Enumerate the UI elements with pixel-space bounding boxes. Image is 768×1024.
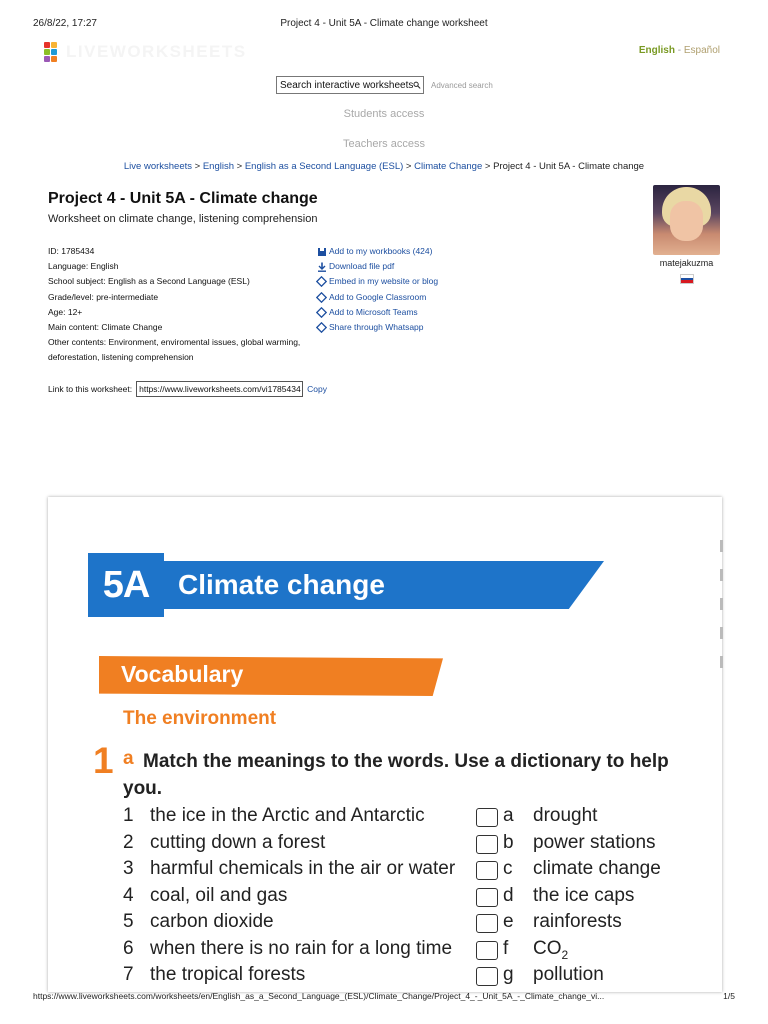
item-letter: c	[503, 858, 513, 879]
scroll-mark	[720, 656, 723, 668]
share-icon	[316, 292, 327, 303]
site-logo[interactable]	[44, 42, 247, 62]
match-row	[123, 938, 713, 964]
answer-box[interactable]	[476, 888, 498, 907]
item-number: 6	[123, 937, 134, 959]
meta-subject: School subject: English as a Second Language (ESL)	[48, 276, 250, 287]
item-number: 4	[123, 884, 134, 906]
answer-box[interactable]	[476, 914, 498, 933]
page-title: Project 4 - Unit 5A - Climate change	[48, 190, 318, 207]
meta-language: Language: English	[48, 261, 119, 272]
search-bar	[276, 76, 493, 94]
embed-link[interactable]	[316, 274, 438, 289]
meta-main-content: Main content: Climate Change	[48, 322, 163, 333]
logo-square	[51, 56, 57, 62]
search-input[interactable]	[276, 76, 424, 94]
unit-badge: 5A	[88, 553, 164, 617]
item-word: rainforests	[533, 911, 622, 932]
breadcrumb-separator: >	[482, 161, 494, 172]
item-word-subscript: 2	[561, 947, 569, 962]
lang-english-link[interactable]: English	[638, 45, 675, 56]
match-row	[123, 885, 713, 911]
author-avatar[interactable]	[653, 185, 720, 255]
print-url: https://www.liveworksheets.com/worksheets/en/English_as_a_Second_Language_(ESL)/Climate_Change/Project_4_-_Unit_5A_-_Climate_change_vi...	[33, 991, 605, 1001]
microsoft-teams-link[interactable]	[316, 305, 438, 320]
item-meaning: carbon dioxide	[150, 911, 274, 932]
author-name-link[interactable]: matejakuzma	[659, 258, 714, 268]
worksheet-metadata	[48, 244, 318, 366]
add-to-workbooks-link[interactable]	[316, 244, 438, 259]
match-row	[123, 911, 713, 937]
item-meaning: coal, oil and gas	[150, 884, 288, 906]
download-icon	[316, 261, 327, 272]
worksheet-link-input[interactable]: https://www.liveworksheets.com/vi1785434	[136, 381, 303, 397]
worksheet-actions	[316, 244, 438, 335]
logo-square	[51, 49, 57, 55]
print-header	[33, 18, 735, 32]
slovenia-flag-icon	[680, 274, 694, 284]
logo-square	[51, 42, 57, 48]
logo-square	[44, 42, 50, 48]
teachers-access-link[interactable]: Teachers access	[343, 138, 425, 150]
item-meaning: the tropical forests	[150, 964, 306, 985]
breadcrumb-separator: >	[234, 161, 245, 172]
search-input-text: Search interactive worksheets	[280, 79, 414, 91]
lang-separator: -	[674, 45, 684, 56]
item-letter: a	[503, 805, 514, 826]
flag-stripe	[681, 280, 693, 283]
breadcrumb-link[interactable]: Live worksheets	[123, 161, 193, 172]
add-workbook-icon	[316, 246, 327, 257]
students-access-link[interactable]: Students access	[343, 108, 425, 120]
item-letter: f	[503, 937, 509, 959]
item-word: the ice caps	[533, 884, 635, 906]
download-pdf-link[interactable]	[316, 259, 438, 274]
subsection-title: The environment	[123, 708, 277, 729]
search-icon[interactable]	[413, 78, 421, 92]
match-row	[123, 832, 713, 858]
scroll-mark	[720, 598, 723, 610]
logo-square	[44, 56, 50, 62]
scroll-mark	[720, 569, 723, 581]
print-datetime: 26/8/22, 17:27	[33, 18, 97, 29]
action-label: Share through Whatsapp	[329, 321, 424, 332]
share-icon	[316, 322, 327, 333]
print-doc-title: Project 4 - Unit 5A - Climate change worksheet	[280, 18, 488, 29]
match-row	[123, 858, 713, 884]
item-word: climate change	[533, 858, 661, 879]
unit-banner	[88, 553, 678, 617]
breadcrumb-link[interactable]: English as a Second Language (ESL)	[244, 161, 404, 172]
meta-other-contents: Other contents: Environment, enviromental issues, global warming, deforestation, listening comprehension	[48, 337, 301, 363]
unit-title: Climate change	[178, 569, 385, 600]
page-subtitle: Worksheet on climate change, listening comprehension	[48, 213, 318, 225]
item-word-text: CO	[533, 937, 562, 959]
logo-square	[44, 49, 50, 55]
action-label: Add to Google Classroom	[329, 291, 427, 302]
answer-box[interactable]	[476, 835, 498, 854]
scroll-mark	[720, 627, 723, 639]
embed-icon	[316, 276, 327, 287]
worksheet-link-row	[48, 381, 327, 397]
item-number: 7	[123, 964, 134, 985]
item-letter: e	[503, 911, 514, 932]
print-page-number: 1/5	[723, 991, 735, 1001]
item-word: pollution	[533, 964, 604, 985]
item-word	[533, 938, 568, 962]
answer-box[interactable]	[476, 941, 498, 960]
item-word: drought	[533, 805, 598, 826]
breadcrumb	[0, 161, 768, 172]
item-number: 3	[123, 858, 134, 879]
exercise-instructions: Match the meanings to the words. Use a dictionary to help you.	[123, 751, 669, 799]
worksheet-preview[interactable]	[48, 497, 722, 992]
item-letter: b	[503, 831, 514, 853]
item-letter: d	[503, 884, 514, 906]
match-row	[123, 964, 713, 990]
logo-mark-icon	[44, 42, 57, 62]
language-switcher	[639, 45, 720, 56]
meta-age: Age: 12+	[48, 306, 83, 317]
advanced-search-link[interactable]: Advanced search	[431, 80, 493, 90]
item-number: 1	[123, 805, 134, 826]
item-number: 2	[123, 831, 134, 853]
answer-box[interactable]	[476, 967, 498, 986]
answer-box[interactable]	[476, 861, 498, 880]
breadcrumb-separator: >	[403, 161, 415, 172]
share-icon	[316, 307, 327, 318]
whatsapp-share-link[interactable]	[316, 320, 438, 335]
item-number: 5	[123, 911, 134, 932]
section-title: Vocabulary	[121, 661, 244, 687]
breadcrumb-link[interactable]: Climate Change	[414, 161, 483, 172]
print-footer	[33, 991, 735, 1005]
exercise-number: 1	[93, 740, 114, 781]
item-word: power stations	[533, 831, 656, 853]
match-row	[123, 805, 713, 831]
action-label: Download file pdf	[329, 261, 395, 272]
item-meaning: when there is no rain for a long time	[150, 937, 453, 959]
action-label: Add to my workbooks (424)	[329, 246, 433, 256]
action-label: Embed in my website or blog	[329, 276, 439, 287]
answer-box[interactable]	[476, 808, 498, 827]
item-letter: g	[503, 964, 514, 985]
copy-link-button[interactable]: Copy	[307, 384, 327, 394]
item-meaning: harmful chemicals in the air or water	[150, 858, 456, 879]
logo-text: LIVEWORKSHEETS	[66, 42, 247, 61]
page-scroll-marks	[720, 540, 723, 685]
action-label: Add to Microsoft Teams	[329, 306, 418, 317]
scroll-mark	[720, 540, 723, 552]
item-meaning: cutting down a forest	[150, 831, 326, 853]
link-label: Link to this worksheet:	[48, 384, 133, 394]
meta-id: ID: 1785434	[48, 246, 95, 256]
google-classroom-link[interactable]	[316, 290, 438, 305]
breadcrumb-link[interactable]: English	[202, 161, 235, 172]
lang-spanish-link[interactable]: Español	[683, 45, 720, 56]
exercise-letter: a	[123, 748, 134, 769]
item-meaning: the ice in the Arctic and Antarctic	[150, 805, 425, 826]
breadcrumb-separator: >	[192, 161, 203, 172]
breadcrumb-current: Project 4 - Unit 5A - Climate change	[493, 161, 645, 172]
meta-grade: Grade/level: pre-intermediate	[48, 291, 159, 302]
avatar-face	[670, 201, 703, 241]
